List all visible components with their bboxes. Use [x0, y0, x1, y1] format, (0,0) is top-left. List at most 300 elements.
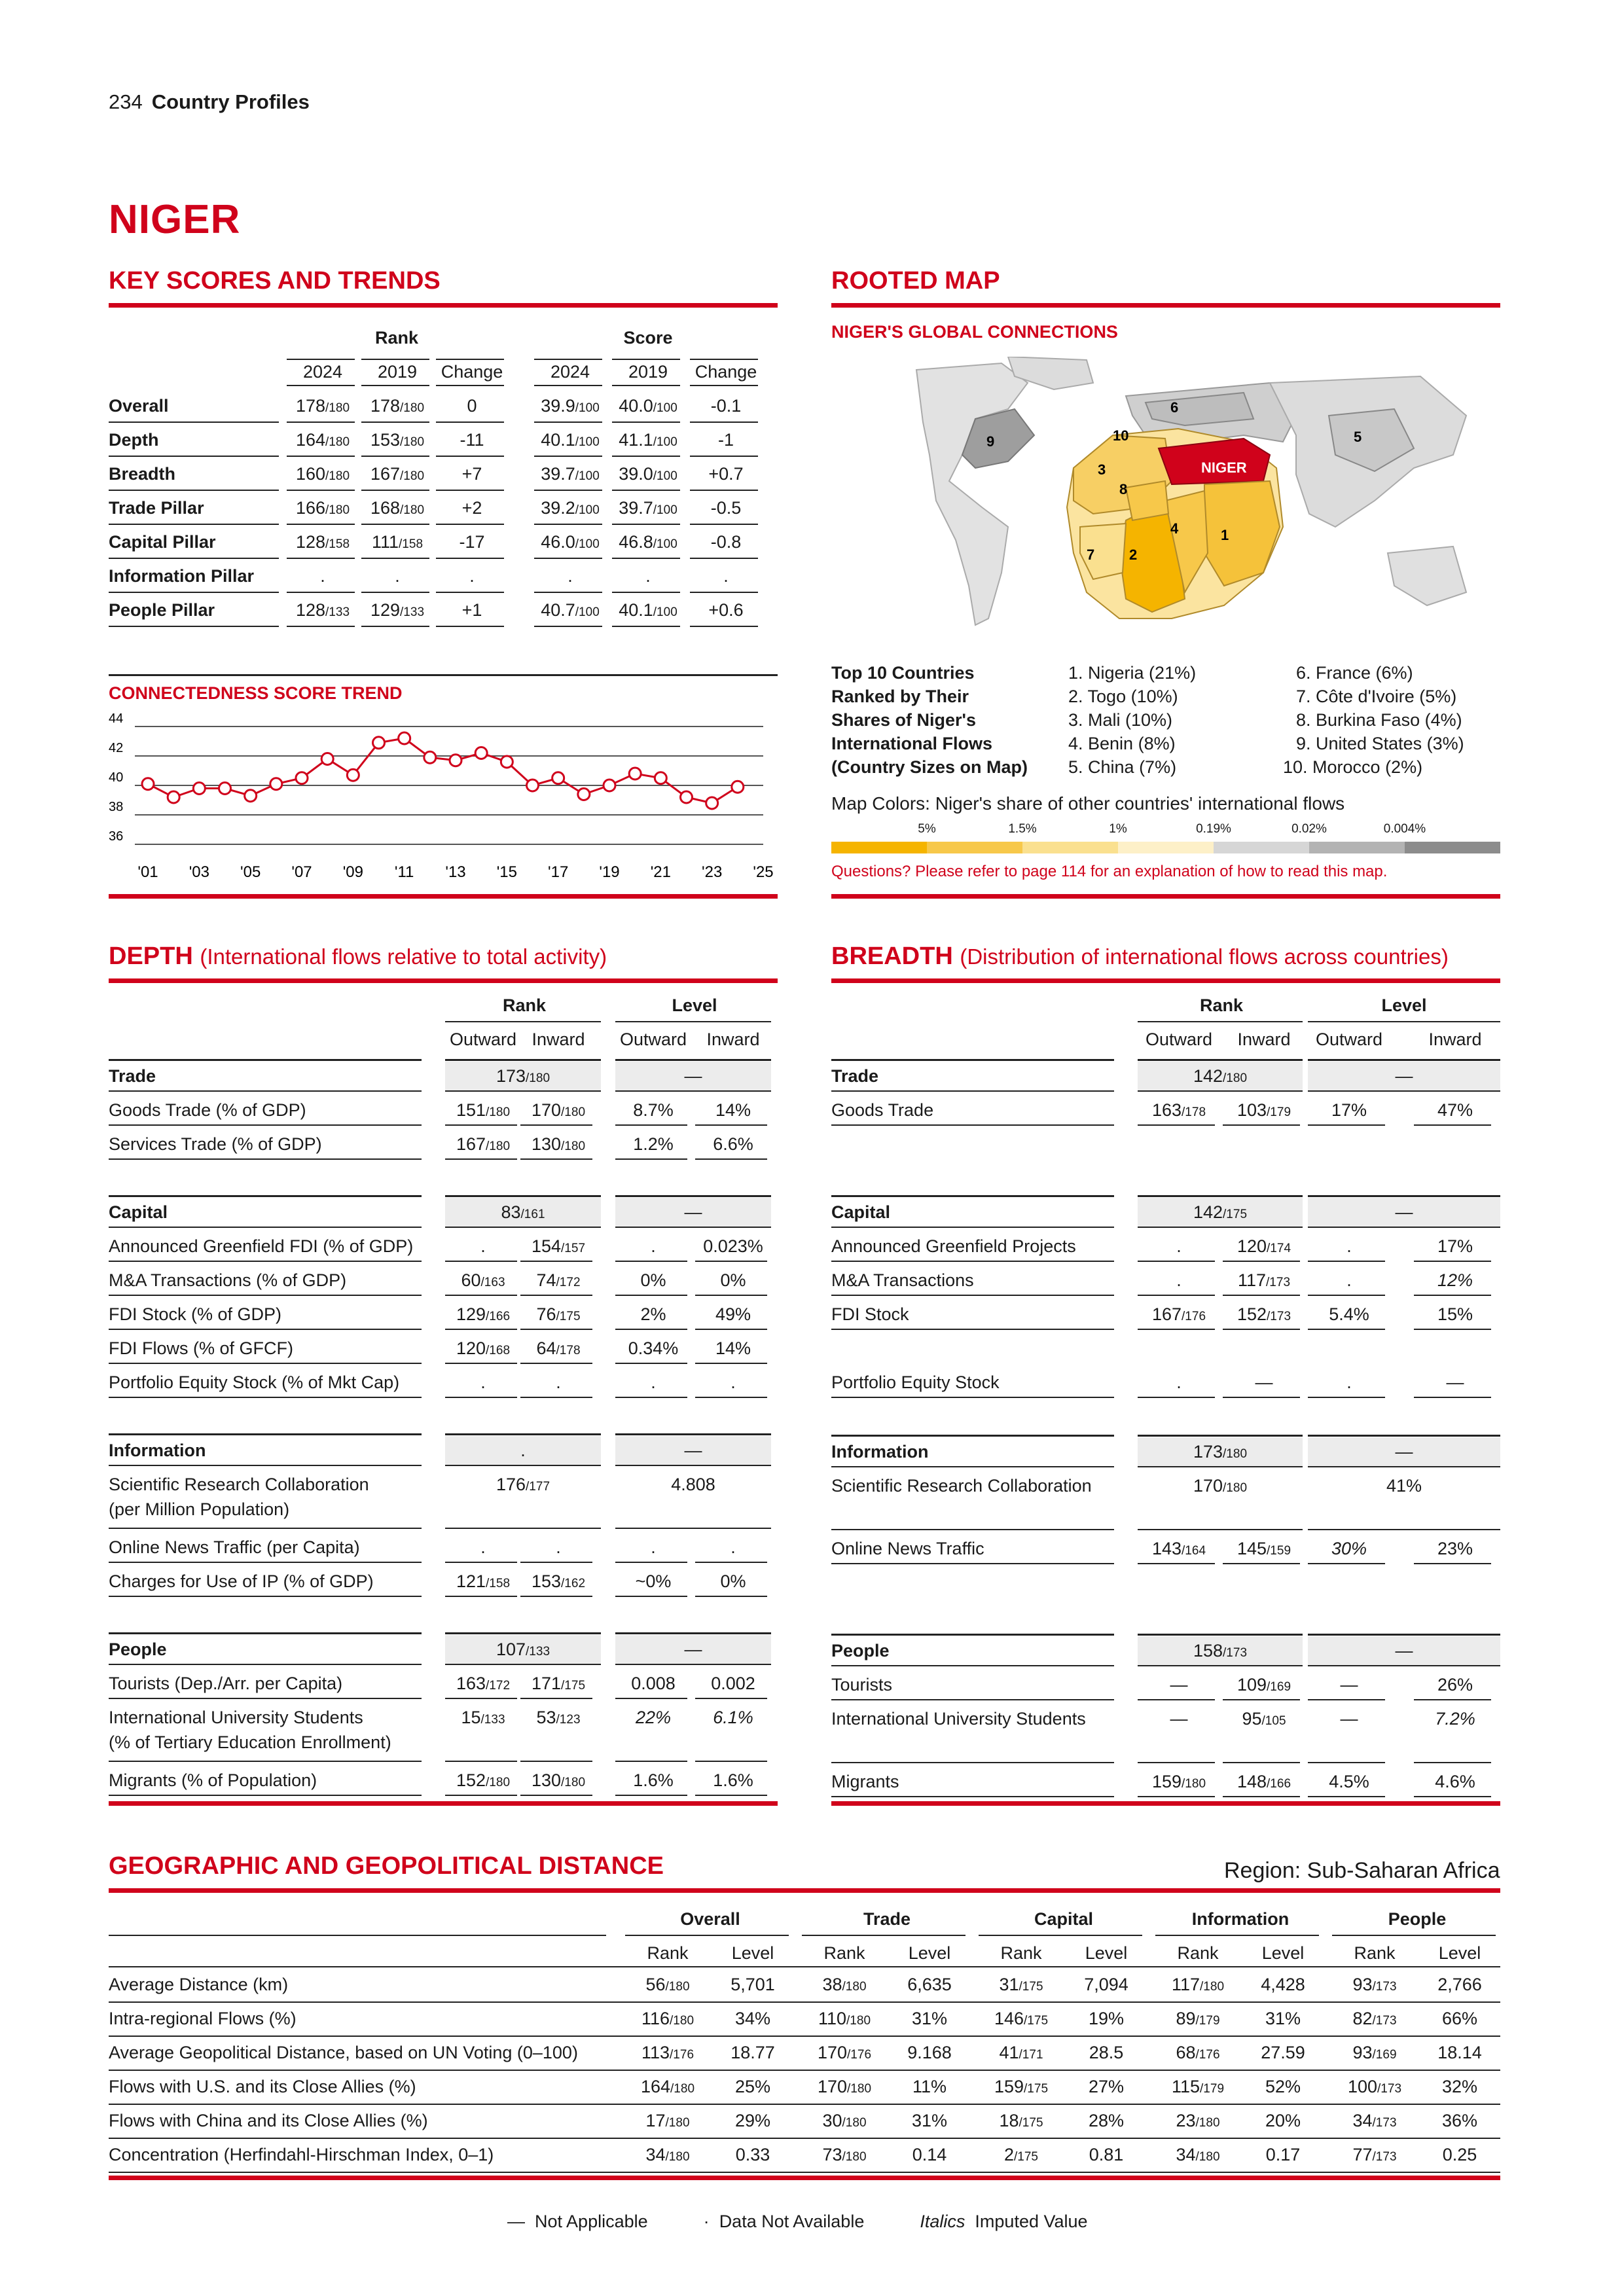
breadth-rule [1138, 1466, 1303, 1467]
key-cell-rule [534, 456, 602, 457]
key-cell-rule [690, 456, 758, 457]
breadth-row-label: Announced Greenfield Projects [831, 1236, 1076, 1256]
depth-row-rule [520, 1363, 592, 1364]
breadth-row-rule [1138, 1529, 1303, 1530]
depth-row-rule [695, 1397, 767, 1398]
breadth-row-rule [1138, 1397, 1215, 1398]
key-cell-rule [436, 422, 504, 423]
geo-rank: 146/175 [994, 2009, 1049, 2028]
breadth-row-rule [831, 1563, 1114, 1564]
depth-block-top-rule [445, 1433, 601, 1435]
breadth-rule [831, 1466, 1114, 1467]
depth-row-label: Tourists (Dep./Arr. per Capita) [109, 1674, 343, 1693]
breadth-block-rank: 142/180 [1193, 1066, 1248, 1086]
depth-row-rule [109, 1329, 422, 1330]
geo-level: 28% [1088, 2111, 1125, 2130]
map-num-3: 3 [1098, 461, 1106, 478]
geo-group-2: Capital [1034, 1909, 1094, 1929]
breadth-row-rule [1223, 1563, 1300, 1564]
breadth-rank-inward: 117/173 [1237, 1270, 1291, 1290]
section-name: Country Profiles [151, 90, 310, 113]
key-rank-2024: 166/180 [295, 498, 350, 518]
breadth-row-rule [1223, 1796, 1300, 1797]
breadth-rule [831, 1090, 1114, 1092]
breadth-level-outward: 17% [1331, 1100, 1367, 1120]
breadth-row-rule [831, 1397, 1114, 1398]
breadth-rule [1308, 1227, 1500, 1228]
depth-level-inward: 0.002 [711, 1674, 755, 1693]
breadth-level-outward: 4.5% [1329, 1772, 1369, 1791]
geo-rank: 170/180 [817, 2077, 872, 2096]
depth-rule [445, 1227, 601, 1228]
depth-row-rule [109, 1761, 422, 1762]
breadth-row-rule [1138, 1796, 1215, 1797]
key-score-2019: 40.1/100 [619, 600, 677, 620]
key-cell-rule [287, 422, 355, 423]
geo-sub-level: Level [1085, 1943, 1128, 1963]
key-score-2024: 40.1/100 [541, 430, 600, 450]
key-score-2019: 39.7/100 [619, 498, 677, 518]
depth-block-head: Capital [109, 1202, 168, 1222]
x-tick-label: '13 [445, 863, 466, 881]
breadth-row-rule [1223, 1261, 1300, 1262]
trend-point [193, 783, 205, 795]
geo-rank: 170/176 [817, 2043, 872, 2062]
top10-item: 1. Nigeria (21%) [1068, 663, 1197, 683]
breadth-row-rule [1138, 1563, 1215, 1564]
key-col-rule-1 [361, 385, 429, 386]
trend-point [347, 769, 359, 781]
depth-rank-outward: 151/180 [456, 1100, 511, 1120]
breadth-rule [1138, 1227, 1303, 1228]
depth-row-label: Portfolio Equity Stock (% of Mkt Cap) [109, 1372, 400, 1392]
key-cell-rule [690, 490, 758, 491]
dna-label: Data Not Available [719, 2212, 865, 2231]
depth-rank-outward: 129/166 [456, 1304, 511, 1324]
geo-level: 32% [1441, 2077, 1478, 2096]
key-score-change: -0.8 [710, 532, 742, 552]
breadth-row-rule [1138, 1762, 1215, 1763]
key-cell-rule [534, 558, 602, 559]
geo-row-label: Average Distance (km) [109, 1975, 289, 1994]
depth-row-rule [445, 1795, 517, 1796]
depth-row-label: Services Trade (% of GDP) [109, 1134, 322, 1154]
scale-label: 0.19% [1196, 822, 1231, 836]
geo-level: 0.17 [1265, 2145, 1301, 2164]
top10-item: 3. Mali (10%) [1068, 710, 1173, 730]
trend-point [578, 789, 590, 800]
breadth-rank-outward: . [1176, 1270, 1182, 1290]
x-tick-label: '11 [394, 863, 414, 881]
breadth-level-inward: 26% [1437, 1675, 1473, 1695]
breadth-block-top-rule [1138, 1634, 1303, 1636]
breadth-level-outward: . [1346, 1372, 1352, 1392]
breadth-level-outward: — [1340, 1709, 1358, 1729]
geo-group-3: Information [1191, 1909, 1290, 1929]
map-num-7: 7 [1087, 547, 1095, 563]
depth-group-level: Level [672, 996, 717, 1015]
key-cell-rule [436, 524, 504, 525]
depth-rank-rule [445, 1021, 601, 1022]
x-tick-label: '19 [599, 863, 620, 881]
key-score-change: . [723, 566, 729, 586]
geo-row-rule [109, 2001, 1500, 2003]
breadth-block-top-rule [1138, 1195, 1303, 1197]
key-col-top-rule-0 [287, 359, 355, 360]
geo-rank: 34/173 [1352, 2111, 1397, 2130]
key-cell-rule [612, 422, 680, 423]
key-row-rule [109, 456, 279, 457]
scale-label: 5% [918, 822, 936, 836]
depth-block-rank: 173/180 [496, 1066, 550, 1086]
breadth-row-rule [831, 1699, 1114, 1700]
x-tick-label: '25 [753, 863, 774, 881]
breadth-level-outward: . [1346, 1236, 1352, 1256]
geo-rank: 93/173 [1352, 1975, 1397, 1994]
depth-row-rule [520, 1397, 592, 1398]
depth-rule [615, 1090, 771, 1092]
depth-row-label: Charges for Use of IP (% of GDP) [109, 1571, 374, 1591]
depth-rank-outward: 121/158 [456, 1571, 511, 1591]
scale-swatch [1118, 842, 1214, 853]
key-score-2019: 40.0/100 [619, 396, 677, 416]
key-row-rule [109, 524, 279, 525]
depth-row-rule [445, 1596, 517, 1597]
breadth-block-level: — [1395, 1202, 1413, 1222]
key-rank-2019: 153/180 [370, 430, 425, 450]
depth-block-level: — [684, 1066, 702, 1086]
trend-point [655, 772, 666, 784]
geo-row-label: Intra-regional Flows (%) [109, 2009, 297, 2028]
geo-row-label: Flows with China and its Close Allies (%) [109, 2111, 428, 2130]
geo-level: 4,428 [1261, 1975, 1305, 1994]
trend-point [373, 737, 385, 749]
key-cell-rule [612, 558, 680, 559]
breadth-row-rule [1223, 1124, 1300, 1126]
breadth-block-top-rule [1308, 1059, 1500, 1061]
geo-sub-level: Level [908, 1943, 951, 1963]
depth-row-rule [615, 1158, 687, 1160]
key-cell-rule [436, 490, 504, 491]
trend-point [552, 772, 564, 784]
depth-row-rule [109, 1795, 422, 1796]
geo-sub-rank: Rank [823, 1943, 865, 1963]
breadth-row-rule [1308, 1796, 1385, 1797]
depth-block-level: — [684, 1441, 702, 1460]
depth-row-rule [109, 1562, 422, 1563]
breadth-rule [831, 1227, 1114, 1228]
key-rank-2024: . [320, 566, 325, 586]
breadth-row-rule [831, 1295, 1114, 1296]
breadth-row-label: Scientific Research Collaboration [831, 1476, 1092, 1496]
depth-row-rule [695, 1698, 767, 1699]
depth-row-rule [520, 1124, 592, 1126]
depth-rule [109, 1465, 422, 1466]
breadth-level-rule [1308, 1021, 1500, 1022]
geo-row-rule [109, 2104, 1500, 2105]
depth-level-inward: 0.023% [703, 1236, 763, 1256]
geo-level: 27.59 [1261, 2043, 1305, 2062]
trend-point [219, 783, 231, 795]
geo-sub-level: Level [1261, 1943, 1305, 1963]
depth-level-outward: 2% [640, 1304, 666, 1324]
breadth-row-rule [831, 1261, 1114, 1262]
geo-label-top-rule [109, 1935, 606, 1936]
trend-point [142, 778, 154, 790]
depth-block-level: — [684, 1640, 702, 1659]
breadth-row-rule [1308, 1563, 1385, 1564]
depth-row-rule [445, 1528, 601, 1529]
depth-level-inward: 0% [720, 1571, 746, 1591]
geo-group-4: People [1388, 1909, 1447, 1929]
geo-rank: 116/180 [641, 2009, 695, 2028]
map-num-10: 10 [1113, 427, 1129, 444]
breadth-row-rule [1308, 1295, 1385, 1296]
breadth-rank-outward: . [1176, 1236, 1182, 1256]
depth-level-rule [615, 1021, 771, 1022]
depth-level-inward: 6.6% [713, 1134, 753, 1154]
key-cell-rule [361, 456, 429, 457]
depth-row-rule [615, 1363, 687, 1364]
depth-row-rule [109, 1698, 422, 1699]
x-tick-label: '09 [342, 863, 363, 881]
geo-group-1: Trade [863, 1909, 911, 1929]
depth-row-rule [695, 1158, 767, 1160]
key-cell-rule [612, 490, 680, 491]
key-col-4: 2019 [628, 362, 668, 382]
top10-item: 7. Côte d'Ivoire (5%) [1296, 687, 1457, 706]
key-rank-change: -11 [460, 430, 484, 450]
key-score-2019: 46.8/100 [619, 532, 677, 552]
geo-sub-level: Level [731, 1943, 774, 1963]
scale-swatch [927, 842, 1022, 853]
geo-rank: 34/180 [1176, 2145, 1220, 2164]
depth-block-top-rule [109, 1059, 422, 1061]
trend-point [168, 791, 179, 803]
page-number: 234 [109, 90, 143, 113]
depth-rank-inward: 154/157 [531, 1236, 586, 1256]
geo-level: 66% [1441, 2009, 1478, 2028]
trend-point [270, 778, 282, 790]
key-rank-2019: 129/133 [370, 600, 425, 620]
depth-rank-inward: 171/175 [531, 1674, 586, 1693]
geo-group-rule [1155, 1935, 1319, 1936]
key-cell-rule [534, 490, 602, 491]
depth-block-top-rule [615, 1433, 771, 1435]
geo-rank: 115/179 [1171, 2077, 1225, 2096]
breadth-row-rule [1223, 1699, 1300, 1700]
map-num-1: 1 [1221, 527, 1229, 543]
depth-rank-outward: 163/172 [456, 1674, 511, 1693]
trend-top-rule [109, 674, 778, 676]
breadth-row-rule [1308, 1397, 1385, 1398]
breadth-row-rule [1138, 1261, 1215, 1262]
breadth-block-top-rule [1308, 1435, 1500, 1437]
breadth-rank-outward: — [1170, 1709, 1188, 1729]
breadth-rank-outward: 143/164 [1151, 1539, 1206, 1558]
geo-level: 19% [1088, 2009, 1125, 2028]
depth-row-rule [615, 1698, 687, 1699]
breadth-row-rule [831, 1762, 1114, 1763]
key-score-2024: 39.9/100 [541, 396, 600, 416]
trend-point [706, 797, 718, 809]
depth-rank-outward: . [480, 1372, 486, 1392]
breadth-row-rule [1308, 1124, 1385, 1126]
key-rank-2019: 168/180 [370, 498, 425, 518]
breadth-row-label: Migrants [831, 1772, 899, 1791]
key-cell-rule [690, 626, 758, 627]
na-symbol: — [507, 2212, 525, 2231]
key-rank-2024: 164/180 [295, 430, 350, 450]
key-cell-rule [361, 558, 429, 559]
key-col-0: 2024 [302, 362, 343, 382]
depth-level-outward: 0% [640, 1270, 666, 1290]
depth-row-rule [445, 1761, 517, 1762]
geo-level: 0.25 [1442, 2145, 1477, 2164]
breadth-rank-rule [1138, 1021, 1303, 1022]
depth-level-inward: 0% [720, 1270, 746, 1290]
geo-group-rule [979, 1935, 1142, 1936]
depth-span-level: 4.808 [671, 1475, 715, 1494]
breadth-level-inward: — [1446, 1372, 1464, 1392]
y-tick-label: 42 [109, 741, 124, 755]
breadth-title: BREADTH (Distribution of international flows across countries) [831, 942, 1500, 983]
depth-row-rule [445, 1295, 517, 1296]
trend-line [148, 738, 738, 803]
breadth-rank-outward: 159/180 [1151, 1772, 1206, 1791]
geo-rank: 68/176 [1176, 2043, 1220, 2062]
key-scores-title: KEY SCORES AND TRENDS [109, 267, 778, 308]
key-row-rule [109, 592, 279, 593]
geo-rank: 18/175 [999, 2111, 1043, 2130]
depth-rank-inward: 170/180 [531, 1100, 586, 1120]
key-score-2019: . [645, 566, 651, 586]
breadth-block-top-rule [1308, 1195, 1500, 1197]
depth-bottom-rule [109, 1801, 778, 1806]
depth-row-label: International University Students [109, 1708, 363, 1727]
key-cell-rule [361, 490, 429, 491]
depth-row-rule [520, 1761, 592, 1762]
depth-rank-outward: 15/133 [461, 1708, 505, 1727]
x-tick-label: '01 [137, 863, 158, 881]
key-rank-2019: . [395, 566, 400, 586]
depth-row-label: FDI Stock (% of GDP) [109, 1304, 282, 1324]
trend-point [732, 781, 744, 793]
key-rank-change: . [469, 566, 475, 586]
breadth-block-level: — [1395, 1066, 1413, 1086]
key-cell-rule [436, 456, 504, 457]
depth-row-rule [445, 1158, 517, 1160]
key-cell-rule [690, 524, 758, 525]
geo-row-rule [109, 2138, 1500, 2139]
breadth-level-inward: 12% [1437, 1270, 1473, 1290]
depth-row-rule [615, 1795, 687, 1796]
scale-swatch [1214, 842, 1309, 853]
depth-block-top-rule [109, 1195, 422, 1197]
breadth-row-rule [1414, 1762, 1491, 1763]
depth-row-rule [109, 1397, 422, 1398]
top10-title-line: Shares of Niger's [831, 710, 976, 730]
breadth-row-rule [1414, 1796, 1491, 1797]
depth-row-rule [445, 1562, 517, 1563]
breadth-row-rule [1138, 1124, 1215, 1126]
breadth-level-inward: 23% [1437, 1539, 1473, 1558]
trend-point [424, 751, 436, 763]
breadth-row-rule [1414, 1329, 1491, 1330]
key-row-label: People Pillar [109, 600, 215, 620]
depth-row-rule [615, 1562, 687, 1563]
breadth-rank-inward: 120/174 [1236, 1236, 1291, 1256]
geo-rank: 56/180 [645, 1975, 690, 1994]
depth-rank-inward: 130/180 [531, 1770, 586, 1790]
key-row-rule [109, 490, 279, 491]
breadth-row-label: M&A Transactions [831, 1270, 974, 1290]
breadth-level-inward: 17% [1437, 1236, 1473, 1256]
key-cell-rule [690, 558, 758, 559]
depth-block-top-rule [109, 1632, 422, 1634]
key-col-top-rule-5 [690, 359, 758, 360]
depth-rank-outward: . [480, 1236, 486, 1256]
key-rank-change: 0 [467, 396, 477, 416]
rooted-map-subtitle: NIGER'S GLOBAL CONNECTIONS [831, 322, 1118, 342]
depth-row-rule [109, 1363, 422, 1364]
breadth-block-level: — [1395, 1442, 1413, 1462]
breadth-rule [831, 1665, 1114, 1666]
trend-bottom-rule [109, 894, 778, 899]
key-col-rule-4 [612, 385, 680, 386]
key-row-rule [109, 626, 279, 627]
breadth-span-level: 41% [1386, 1476, 1422, 1496]
scale-label: 0.02% [1291, 822, 1327, 836]
geo-level: 18.14 [1437, 2043, 1482, 2062]
trend-point [245, 790, 257, 802]
depth-row-label: Scientific Research Collaboration [109, 1475, 369, 1494]
geo-sub-rank: Rank [1354, 1943, 1396, 1963]
depth-row-rule [109, 1158, 422, 1160]
key-score-2024: . [568, 566, 573, 586]
depth-title: DEPTH (International flows relative to total activity) [109, 942, 778, 983]
key-col-1: 2019 [377, 362, 418, 382]
geo-level: 6,635 [907, 1975, 952, 1994]
breadth-block-head: Trade [831, 1066, 879, 1086]
depth-row-rule [615, 1261, 687, 1262]
breadth-block-rank: 158/173 [1193, 1641, 1248, 1660]
breadth-row-rule [831, 1796, 1114, 1797]
map-num-8: 8 [1119, 481, 1128, 497]
key-row-label: Overall [109, 396, 169, 416]
key-cell-rule [436, 626, 504, 627]
geo-row-rule [109, 2070, 1500, 2071]
geo-title: GEOGRAPHIC AND GEOPOLITICAL DISTANCE [109, 1852, 1500, 1893]
key-score-2019: 41.1/100 [619, 430, 677, 450]
depth-rule [109, 1227, 422, 1228]
depth-rank-outward: . [480, 1537, 486, 1557]
depth-row-rule [615, 1397, 687, 1398]
depth-level-outward: 1.2% [633, 1134, 674, 1154]
breadth-group-level: Level [1381, 996, 1427, 1015]
geo-rank: 17/180 [645, 2111, 690, 2130]
breadth-row-rule [1308, 1529, 1500, 1530]
geo-sub-rank: Rank [647, 1943, 689, 1963]
key-score-change: +0.7 [708, 464, 744, 484]
trend-point [501, 756, 513, 768]
breadth-row-label: Portfolio Equity Stock [831, 1372, 1000, 1392]
depth-row-rule [520, 1562, 592, 1563]
key-col-rule-0 [287, 385, 355, 386]
depth-block-top-rule [445, 1195, 601, 1197]
geo-rank: 23/180 [1176, 2111, 1220, 2130]
breadth-rank-inward: 152/173 [1236, 1304, 1291, 1324]
